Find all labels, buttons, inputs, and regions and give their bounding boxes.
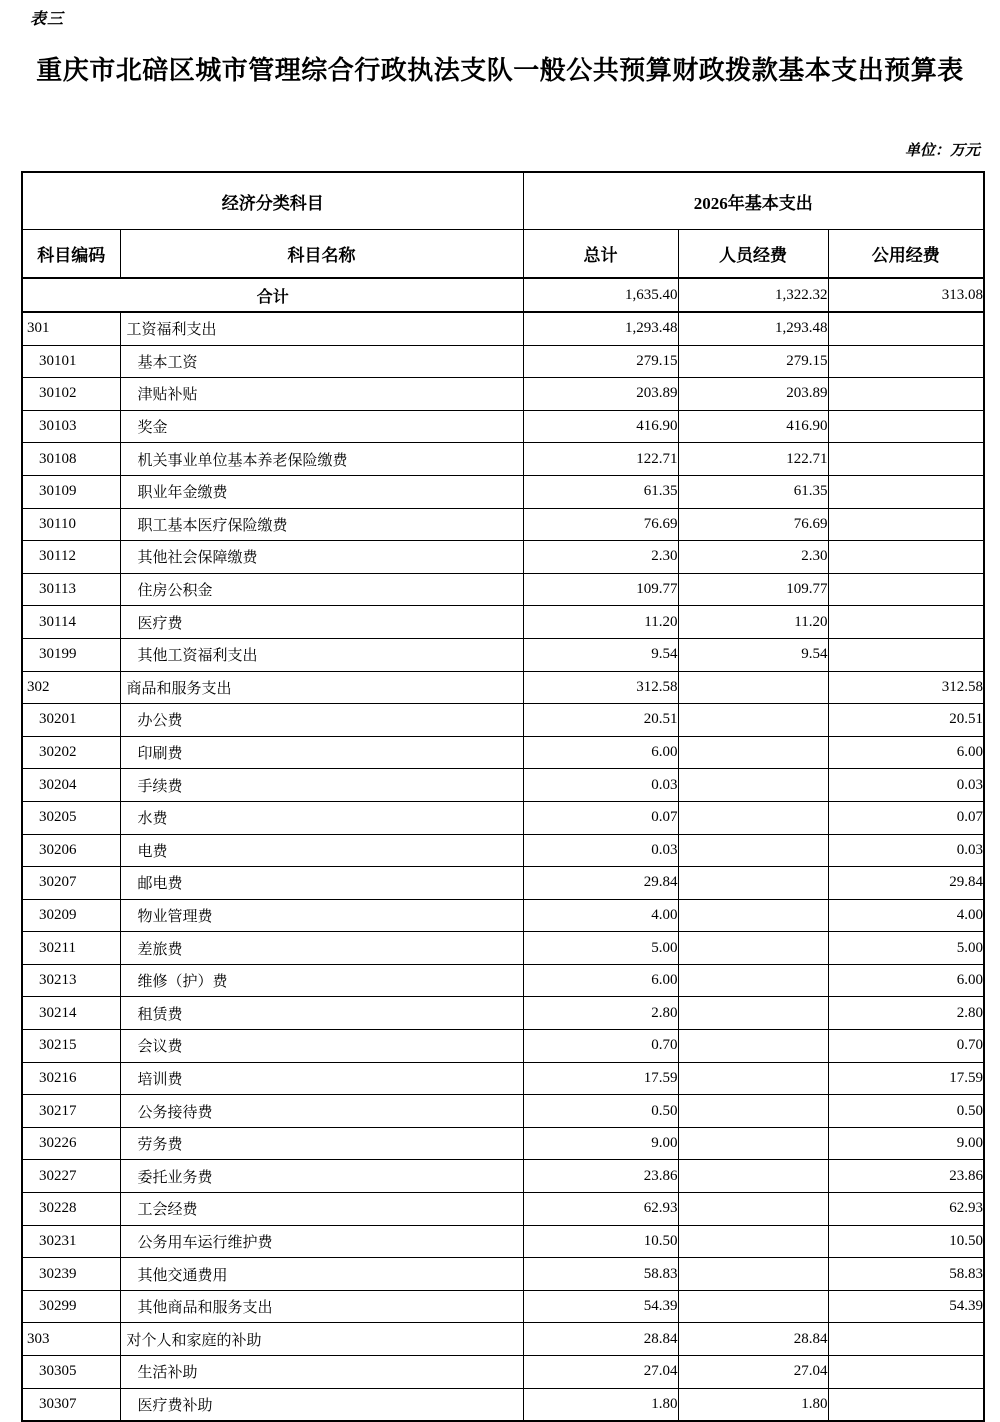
subject-name: 会议费 <box>120 1030 523 1063</box>
subject-code: 302 <box>22 671 120 704</box>
subject-code: 303 <box>22 1323 120 1356</box>
value-personnel <box>678 769 828 802</box>
subject-code: 30113 <box>22 573 120 606</box>
value-total: 0.50 <box>523 1095 678 1128</box>
subject-name: 职业年金缴费 <box>120 475 523 508</box>
subject-code: 30307 <box>22 1388 120 1421</box>
table-row <box>22 997 984 1030</box>
value-total: 58.83 <box>523 1258 678 1291</box>
value-personnel: 1.80 <box>678 1388 828 1421</box>
table-row <box>22 1160 984 1193</box>
value-total: 10.50 <box>523 1225 678 1258</box>
value-personnel <box>678 834 828 867</box>
table-row <box>22 1030 984 1063</box>
value-public: 23.86 <box>828 1160 984 1193</box>
value-public: 0.50 <box>828 1095 984 1128</box>
value-personnel: 28.84 <box>678 1323 828 1356</box>
value-personnel <box>678 932 828 965</box>
value-total: 2.80 <box>523 997 678 1030</box>
value-personnel: 27.04 <box>678 1356 828 1389</box>
table-row <box>22 1258 984 1291</box>
value-public: 6.00 <box>828 964 984 997</box>
value-public <box>828 1356 984 1389</box>
table-row <box>22 1127 984 1160</box>
value-personnel <box>678 964 828 997</box>
value-total: 29.84 <box>523 867 678 900</box>
total-row <box>22 278 984 312</box>
subject-code: 30204 <box>22 769 120 802</box>
value-personnel <box>678 1258 828 1291</box>
value-public <box>828 508 984 541</box>
value-public: 17.59 <box>828 1062 984 1095</box>
value-total: 9.54 <box>523 638 678 671</box>
value-total: 6.00 <box>523 964 678 997</box>
subject-name: 办公费 <box>120 704 523 737</box>
value-public <box>828 541 984 574</box>
value-total: 62.93 <box>523 1193 678 1226</box>
value-public <box>828 606 984 639</box>
value-personnel <box>678 1290 828 1323</box>
subject-name: 工会经费 <box>120 1193 523 1226</box>
value-personnel: 416.90 <box>678 410 828 443</box>
value-personnel <box>678 671 828 704</box>
subject-name: 其他交通费用 <box>120 1258 523 1291</box>
value-public: 0.03 <box>828 834 984 867</box>
value-personnel: 1,293.48 <box>678 312 828 345</box>
subject-name: 基本工资 <box>120 345 523 378</box>
value-total: 2.30 <box>523 541 678 574</box>
value-total: 203.89 <box>523 378 678 411</box>
value-public: 6.00 <box>828 736 984 769</box>
subject-name: 租赁费 <box>120 997 523 1030</box>
value-public <box>828 443 984 476</box>
subject-name: 培训费 <box>120 1062 523 1095</box>
value-total: 76.69 <box>523 508 678 541</box>
value-total: 1,293.48 <box>523 312 678 345</box>
subject-code: 30216 <box>22 1062 120 1095</box>
value-total: 0.70 <box>523 1030 678 1063</box>
unit-label: 单位：万元 <box>904 143 980 159</box>
value-personnel: 109.77 <box>678 573 828 606</box>
subject-name: 医疗费 <box>120 606 523 639</box>
value-public: 54.39 <box>828 1290 984 1323</box>
value-total: 0.07 <box>523 801 678 834</box>
subject-name: 住房公积金 <box>120 573 523 606</box>
value-public <box>828 638 984 671</box>
value-total: 1.80 <box>523 1388 678 1421</box>
table-row <box>22 573 984 606</box>
subject-code: 30228 <box>22 1193 120 1226</box>
value-personnel: 11.20 <box>678 606 828 639</box>
value-total: 23.86 <box>523 1160 678 1193</box>
value-personnel <box>678 1095 828 1128</box>
subject-name: 公务用车运行维护费 <box>120 1225 523 1258</box>
subject-code: 30199 <box>22 638 120 671</box>
value-personnel: 61.35 <box>678 475 828 508</box>
subject-name: 维修（护）费 <box>120 964 523 997</box>
value-public <box>828 410 984 443</box>
table-row <box>22 964 984 997</box>
subject-code: 30108 <box>22 443 120 476</box>
value-personnel <box>678 801 828 834</box>
subject-name: 印刷费 <box>120 736 523 769</box>
value-public: 5.00 <box>828 932 984 965</box>
value-total: 6.00 <box>523 736 678 769</box>
value-public: 20.51 <box>828 704 984 737</box>
total-row-personnel: 1,322.32 <box>678 278 828 312</box>
total-row-label: 合计 <box>22 278 523 312</box>
subject-name: 奖金 <box>120 410 523 443</box>
col-header-subject-code: 科目编码 <box>22 230 120 279</box>
value-public <box>828 475 984 508</box>
subject-code: 30209 <box>22 899 120 932</box>
col-header-total: 总计 <box>523 230 678 279</box>
value-total: 5.00 <box>523 932 678 965</box>
col-header-public: 公用经费 <box>828 230 984 279</box>
value-personnel <box>678 997 828 1030</box>
table-row <box>22 1095 984 1128</box>
subject-code: 30215 <box>22 1030 120 1063</box>
header-group-row <box>22 172 984 230</box>
subject-code: 30214 <box>22 997 120 1030</box>
table-row <box>22 638 984 671</box>
value-public <box>828 1323 984 1356</box>
value-public: 0.03 <box>828 769 984 802</box>
value-personnel <box>678 736 828 769</box>
subject-code: 30226 <box>22 1127 120 1160</box>
subject-code: 30227 <box>22 1160 120 1193</box>
subject-name: 差旅费 <box>120 932 523 965</box>
table-row <box>22 508 984 541</box>
value-personnel <box>678 704 828 737</box>
column-header-row <box>22 230 984 279</box>
subject-code: 30305 <box>22 1356 120 1389</box>
value-personnel: 203.89 <box>678 378 828 411</box>
subject-name: 手续费 <box>120 769 523 802</box>
value-personnel <box>678 1127 828 1160</box>
value-public: 312.58 <box>828 671 984 704</box>
value-public: 10.50 <box>828 1225 984 1258</box>
table-row <box>22 1290 984 1323</box>
subject-code: 30217 <box>22 1095 120 1128</box>
subject-name: 公务接待费 <box>120 1095 523 1128</box>
table-row <box>22 899 984 932</box>
table-row <box>22 606 984 639</box>
subject-code: 30112 <box>22 541 120 574</box>
subject-code: 30239 <box>22 1258 120 1291</box>
total-row-total: 1,635.40 <box>523 278 678 312</box>
table-row <box>22 932 984 965</box>
budget-table <box>21 171 985 1422</box>
value-total: 312.58 <box>523 671 678 704</box>
value-personnel: 2.30 <box>678 541 828 574</box>
subject-code: 30206 <box>22 834 120 867</box>
value-personnel <box>678 899 828 932</box>
value-total: 4.00 <box>523 899 678 932</box>
value-public <box>828 312 984 345</box>
subject-name: 医疗费补助 <box>120 1388 523 1421</box>
table-row <box>22 769 984 802</box>
total-row-public: 313.08 <box>828 278 984 312</box>
table-row <box>22 378 984 411</box>
value-personnel <box>678 867 828 900</box>
value-personnel <box>678 1062 828 1095</box>
subject-name: 津贴补贴 <box>120 378 523 411</box>
subject-code: 30211 <box>22 932 120 965</box>
table-row <box>22 736 984 769</box>
table-row <box>22 1062 984 1095</box>
subject-name: 机关事业单位基本养老保险缴费 <box>120 443 523 476</box>
subject-name: 对个人和家庭的补助 <box>120 1323 523 1356</box>
subject-code: 30102 <box>22 378 120 411</box>
subject-code: 30101 <box>22 345 120 378</box>
subject-name: 商品和服务支出 <box>120 671 523 704</box>
value-public: 0.07 <box>828 801 984 834</box>
table-row <box>22 704 984 737</box>
subject-name: 其他商品和服务支出 <box>120 1290 523 1323</box>
value-personnel <box>678 1193 828 1226</box>
subject-code: 30213 <box>22 964 120 997</box>
subject-name: 邮电费 <box>120 867 523 900</box>
value-personnel: 122.71 <box>678 443 828 476</box>
subject-code: 30109 <box>22 475 120 508</box>
subject-name: 工资福利支出 <box>120 312 523 345</box>
subject-code: 30110 <box>22 508 120 541</box>
value-total: 11.20 <box>523 606 678 639</box>
value-total: 17.59 <box>523 1062 678 1095</box>
value-personnel: 279.15 <box>678 345 828 378</box>
header-group-subject: 经济分类科目 <box>22 172 523 230</box>
value-total: 279.15 <box>523 345 678 378</box>
value-personnel <box>678 1225 828 1258</box>
table-number-label: 表三 <box>30 11 65 28</box>
table-row <box>22 1323 984 1356</box>
value-total: 0.03 <box>523 834 678 867</box>
value-public <box>828 1388 984 1421</box>
table-row <box>22 1225 984 1258</box>
subject-code: 30205 <box>22 801 120 834</box>
table-row <box>22 410 984 443</box>
value-public: 29.84 <box>828 867 984 900</box>
table-row <box>22 1388 984 1421</box>
value-public: 9.00 <box>828 1127 984 1160</box>
subject-code: 30299 <box>22 1290 120 1323</box>
value-total: 9.00 <box>523 1127 678 1160</box>
subject-name: 职工基本医疗保险缴费 <box>120 508 523 541</box>
table-row <box>22 475 984 508</box>
value-personnel: 9.54 <box>678 638 828 671</box>
table-row <box>22 1193 984 1226</box>
subject-code: 30202 <box>22 736 120 769</box>
value-total: 20.51 <box>523 704 678 737</box>
value-personnel: 76.69 <box>678 508 828 541</box>
table-row <box>22 671 984 704</box>
value-public <box>828 345 984 378</box>
value-public <box>828 378 984 411</box>
value-public <box>828 573 984 606</box>
value-total: 54.39 <box>523 1290 678 1323</box>
subject-code: 30103 <box>22 410 120 443</box>
table-row <box>22 443 984 476</box>
value-total: 416.90 <box>523 410 678 443</box>
subject-code: 30114 <box>22 606 120 639</box>
value-personnel <box>678 1030 828 1063</box>
subject-code: 301 <box>22 312 120 345</box>
table-body <box>22 278 984 1421</box>
value-total: 122.71 <box>523 443 678 476</box>
value-public: 4.00 <box>828 899 984 932</box>
col-header-subject-name: 科目名称 <box>120 230 523 279</box>
subject-name: 物业管理费 <box>120 899 523 932</box>
header-group-year-expenditure: 2026年基本支出 <box>523 172 984 230</box>
value-public: 0.70 <box>828 1030 984 1063</box>
value-public: 2.80 <box>828 997 984 1030</box>
value-total: 0.03 <box>523 769 678 802</box>
subject-name: 生活补助 <box>120 1356 523 1389</box>
table-row <box>22 312 984 345</box>
value-public: 58.83 <box>828 1258 984 1291</box>
table-row <box>22 867 984 900</box>
col-header-personnel: 人员经费 <box>678 230 828 279</box>
value-personnel <box>678 1160 828 1193</box>
subject-name: 水费 <box>120 801 523 834</box>
value-total: 109.77 <box>523 573 678 606</box>
subject-name: 电费 <box>120 834 523 867</box>
value-total: 27.04 <box>523 1356 678 1389</box>
subject-name: 其他社会保障缴费 <box>120 541 523 574</box>
subject-code: 30207 <box>22 867 120 900</box>
value-total: 28.84 <box>523 1323 678 1356</box>
subject-name: 劳务费 <box>120 1127 523 1160</box>
table-row <box>22 345 984 378</box>
table-row <box>22 1356 984 1389</box>
subject-code: 30201 <box>22 704 120 737</box>
value-total: 61.35 <box>523 475 678 508</box>
table-row <box>22 801 984 834</box>
table-header <box>22 172 984 278</box>
table-row <box>22 541 984 574</box>
subject-name: 委托业务费 <box>120 1160 523 1193</box>
page-title: 重庆市北碚区城市管理综合行政执法支队一般公共预算财政拨款基本支出预算表 <box>36 56 964 85</box>
table-row <box>22 834 984 867</box>
subject-name: 其他工资福利支出 <box>120 638 523 671</box>
value-public: 62.93 <box>828 1193 984 1226</box>
subject-code: 30231 <box>22 1225 120 1258</box>
